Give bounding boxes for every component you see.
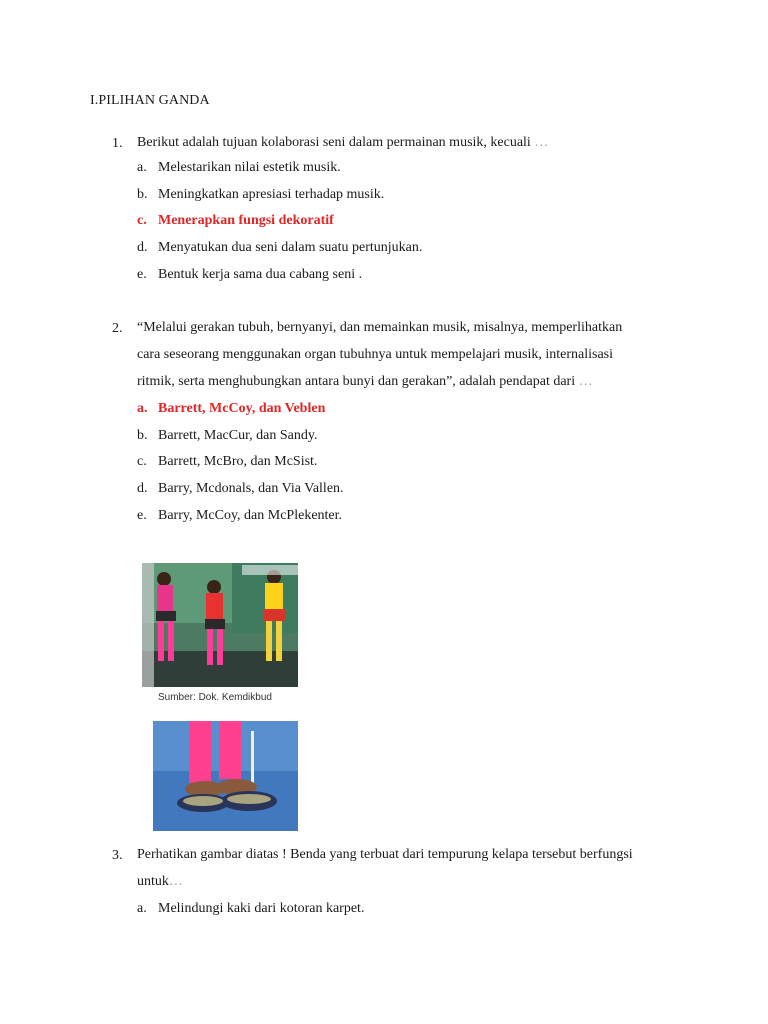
question-1-option-a: a. Melestarikan nilai estetik musik. xyxy=(137,160,341,175)
dancers-illustration xyxy=(142,563,298,687)
question-3-text: Perhatikan gambar diatas ! Benda yang terbuat dari tempurung kelapa tersebut berfungsi untuk… xyxy=(137,847,633,889)
question-3-number: 3. xyxy=(112,848,123,863)
section-title: I.PILIHAN GANDA xyxy=(90,93,210,108)
question-1-option-b: b. Meningkatkan apresiasi terhadap musik. xyxy=(137,187,385,202)
ellipsis: … xyxy=(534,135,549,150)
question-1-option-d: d. Menyatukan dua seni dalam suatu pertunjukan. xyxy=(137,240,423,255)
question-2-number: 2. xyxy=(112,321,123,336)
dancers-photo xyxy=(142,563,298,687)
question-2-option-b: b. Barrett, MacCur, dan Sandy. xyxy=(137,428,318,443)
question-2-text: “Melalui gerakan tubuh, bernyanyi, dan memainkan musik, misalnya, memperlihatkan cara seseorang menggunakan organ tubuhnya untuk mempelajari musik, internalisasi ritmik, serta menghubungkan antara bunyi dan gerakan”, adalah pendapat dari … xyxy=(137,320,623,389)
ellipsis: … xyxy=(168,874,183,889)
question-2-option-e: e. Barry, McCoy, dan McPlekenter. xyxy=(137,508,343,523)
coconut-shell-footwear-photo xyxy=(153,721,298,831)
question-1-option-c-answer: c. Menerapkan fungsi dekoratif xyxy=(137,213,334,228)
question-1-text: Berikut adalah tujuan kolaborasi seni dalam permainan musik, kecuali … xyxy=(137,135,549,150)
question-2-option-d: d. Barry, Mcdonals, dan Via Vallen. xyxy=(137,481,344,496)
question-3-option-a: a. Melindungi kaki dari kotoran karpet. xyxy=(137,901,365,916)
question-1-number: 1. xyxy=(112,136,123,151)
footwear-illustration xyxy=(153,721,298,831)
ellipsis: … xyxy=(578,374,593,389)
question-2-option-a-answer: a. Barrett, McCoy, dan Veblen xyxy=(137,401,326,416)
question-1-option-e: e. Bentuk kerja sama dua cabang seni . xyxy=(137,267,363,282)
image-caption: Sumber: Dok. Kemdikbud xyxy=(158,692,272,703)
question-2-option-c: c. Barrett, McBro, dan McSist. xyxy=(137,454,318,469)
